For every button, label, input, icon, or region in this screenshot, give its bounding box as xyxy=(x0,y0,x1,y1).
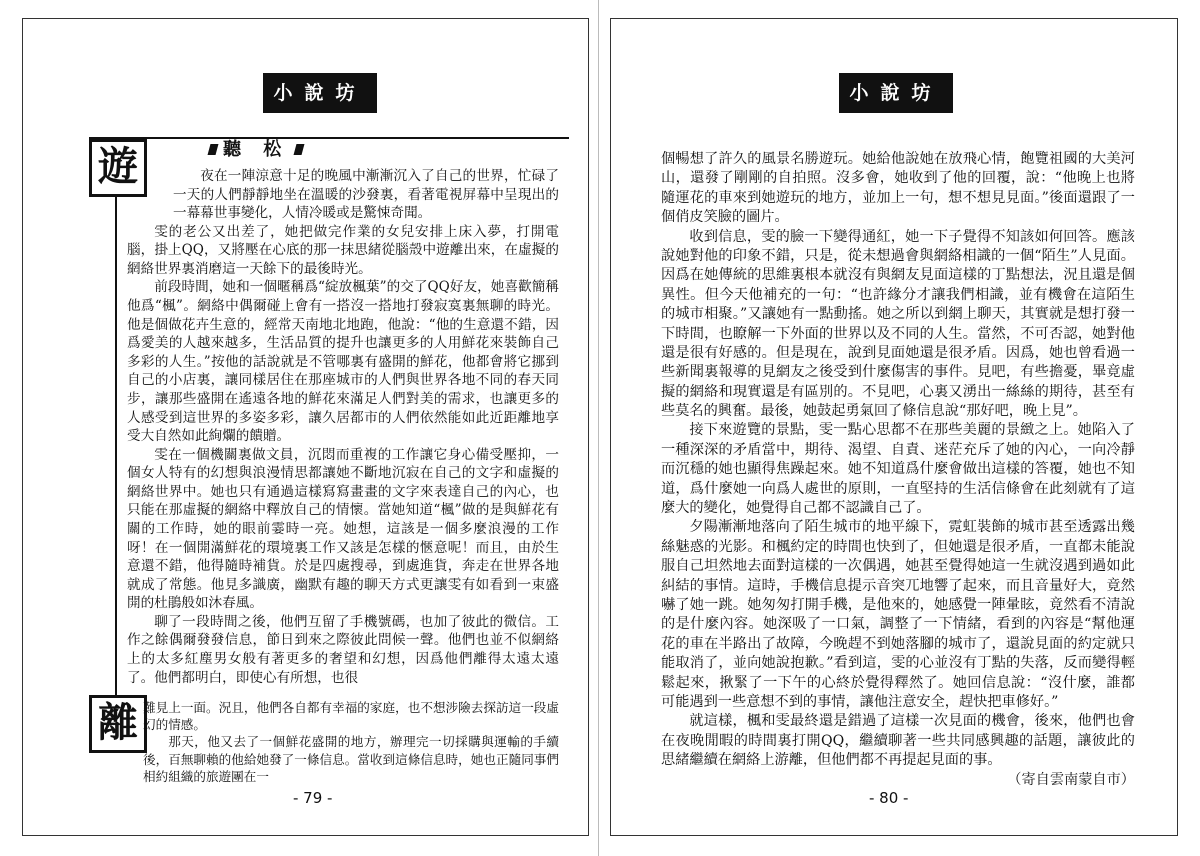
column-header: 小說坊 xyxy=(839,73,953,113)
page-number: - 79 - xyxy=(293,789,333,807)
story-title-text: 聽 松 xyxy=(223,139,290,160)
paragraph: 個暢想了許久的風景名勝遊玩。她給他說她在放飛心情，飽覽祖國的大美河山，還發了剛剛的自拍照。沒多會，她收到了他的回覆，說：“他晚上也將隨運花的車來到她遊玩的地方，並加上一句，想不想見見面。”後面還跟了一個俏皮笑臉的圖片。 xyxy=(661,151,1135,226)
paragraph: 收到信息，雯的臉一下變得通紅，她一下子覺得不知該如何回答。應該說她對他的印象不錯，只是，從未想過會與網絡相識的一個“陌生”人見面。因爲在她傳統的思維裏根本就沒有與網友見面這樣的丁點想法，況且還是個異性。但今天他補充的一句：“也許緣分才讓我們相識，並有機會在這陌生的城市相聚。”又讓她有一點動搖。她之所以到網上聊天，其實就是想打發一下時間，也瞭解一下外面的世界以及不同的人生。當然，不可否認，她對他還是很有好感的。但是現在，說到見面她還是很矛盾。因爲，她也曾看過一些新聞裏報導的見網友之後受到什麼傷害的事件。見吧，有些擔憂，畢竟虛擬的網絡和現實還是有區別的。不見吧，心裏又湧出一絲絲的期待，甚至有些莫名的興奮。最後，她鼓起勇氣回了條信息說“那好吧，晚上見”。 xyxy=(661,228,1135,420)
paragraph: 雯的老公又出差了，她把做完作業的女兒安排上床入夢，打開電腦，掛上QQ，又將壓在心底的那一抹思緒從腦殼中遊離出來，在虛擬的網絡世界裏消磨這一天餘下的最後時光。 xyxy=(127,223,559,277)
right-page xyxy=(610,18,1178,836)
paragraph: 接下來遊覽的景點，雯一點心思都不在那些美麗的景緻之上。她陷入了一種深深的矛盾當中，期待、渴望、自責、迷茫充斥了她的內心，一向冷靜而沉穩的她也顯得焦躁起來。她不知道爲什麼會做出這樣的答覆，她也不知道，爲什麼她一向爲人處世的原則，一直堅持的生活信條會在此刻就有了這麼大的變化，她覺得自己都不認識自己了。 xyxy=(661,422,1135,517)
title-ornament-left xyxy=(208,144,219,155)
story-body-lower xyxy=(143,699,559,785)
decorative-char-bottom: 離 xyxy=(89,695,147,753)
story-body-continued xyxy=(661,150,1135,790)
title-ornament-right xyxy=(294,144,305,155)
paragraph: 前段時間，她和一個暱稱爲“綻放楓葉”的交了QQ好友，她喜歡簡稱他爲“楓”。網絡中偶爾碰上會有一搭沒一搭地打發寂寞裏無聊的時光。他是個做花卉生意的，經常天南地北地跑，他說：“他的生意還不錯，因爲愛美的人越來越多，生活品質的提升也讓更多的人用鮮花來裝飾自己多彩的人生。”按他的話說就是不管哪裏有盛開的鮮花，他都會將它挪到自己的小店裏，讓同樣居住在那座城市的人們與世界各地不同的春天同步，讓那些盛開在遙遠各地的鮮花來滿足人們對美的需求，也讓更多的人感受到這世界的多姿多彩，讓久居都市的人們依然能如此近距離地享受大自然如此絢爛的饋贈。 xyxy=(127,279,559,445)
paragraph: 夜在一陣涼意十足的晚風中漸漸沉入了自己的世界，忙碌了一天的人們靜靜地坐在溫暖的沙發裏，看著電視屏幕中呈現出的一幕幕世事變化，人情冷暖或是驚悚奇聞。 xyxy=(173,168,559,222)
paragraph: 聊了一段時間之後，他們互留了手機號碼，也加了彼此的微信。工作之餘偶爾發發信息，節日到來之際彼此問候一聲。他們也並不似網絡上的太多紅塵男女般有著更多的奢望和幻想，因爲他們離得太遠太遠了。他們都明白，即使心有所想，也很 xyxy=(127,613,559,686)
paragraph: 那天，他又去了一個鮮花盛開的地方，辦理完一切採購與運輸的手續後，百無聊賴的他給她發了一條信息。當收到這條信息時，她也正隨同事們相約組織的旅遊團在一 xyxy=(143,734,559,784)
source-note: （寄自雲南蒙自市） xyxy=(1007,771,1135,788)
page-number: - 80 - xyxy=(869,789,909,807)
title-rule xyxy=(89,137,569,139)
paragraph: 雯在一個機關裏做文員，沉悶而重複的工作讓它身心備受壓抑，一個女人特有的幻想與浪漫情思都讓她不斷地沉寂在自己的文字和虛擬的網絡世界中。她也只有通過這樣寫寫畫畫的文字來表達自己的內心，也只能在那虛擬的網絡中釋放自己的情懷。當她知道“楓”做的是與鮮花有關的工作時，她的眼前霎時一亮。她想，這該是一個多麼浪漫的工作呀！在一個開滿鮮花的環境裏工作又該是怎樣的愜意呢！而且，由於生意還不錯，他得隨時補貨。於是四處搜尋，到處進貨，奔走在世界各地就成了常態。他見多識廣，幽默有趣的聊天方式更讓雯有如看到一束盛開的杜鵑般如沐春風。 xyxy=(127,446,559,612)
story-body xyxy=(127,167,559,687)
decorative-char-top: 遊 xyxy=(89,139,147,197)
book-spine xyxy=(598,0,599,856)
column-header: 小說坊 xyxy=(263,73,377,113)
paragraph: 就這樣，楓和雯最終還是錯過了這樣一次見面的機會，後來，他們也會在夜晚閒暇的時間裏打開QQ，繼續聊著一些共同感興趣的話題，讓彼此的思緒繼續在網絡上游離，但他們都不再提起見面的事。 xyxy=(661,713,1135,769)
paragraph: 難見上一面。況且，他們各自都有幸福的家庭，也不想涉險去探訪這一段虛幻的情感。 xyxy=(143,700,559,733)
side-rule xyxy=(115,196,117,703)
paragraph: 夕陽漸漸地落向了陌生城市的地平線下，霓虹裝飾的城市甚至透露出幾絲魅惑的光影。和楓約定的時間也快到了，但她還是很矛盾，一直都未能說服自己坦然地去面對這樣的一次偶遇，她甚至覺得她這一生就沒遇到過如此糾結的事情。這時，手機信息提示音突兀地響了起來，而且音量好大，竟然嚇了她一跳。她匆匆打開手機，是他來的，她感覺一陣暈眩，竟然看不清說的是什麼內容。她深吸了一口氣，調整了一下情緒，看到的內容是“幫他運花的車在半路出了故障，今晚趕不到她落腳的城市了，還說見面的約定就只能取消了，並向她說抱歉。”看到這，雯的心並沒有丁點的失落，反而變得輕鬆起來，揪緊了一下午的心終於覺得釋然了。她回信息說：“沒什麼，誰都可能遇到一些意想不到的事情，讓他注意安全，趕快把車修好。” xyxy=(661,519,1135,710)
story-title xyxy=(203,135,309,161)
left-page xyxy=(22,18,589,836)
